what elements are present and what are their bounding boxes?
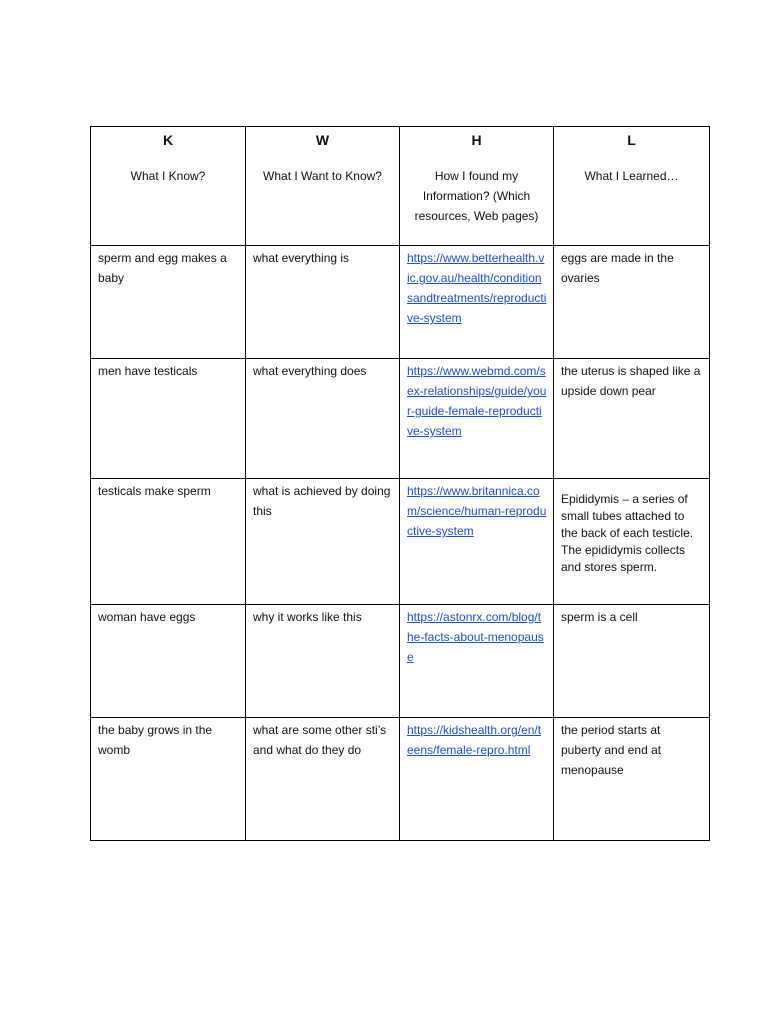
header-sub-h: How I found my Information? (Which resources, Web pages) (414, 169, 539, 223)
resource-link[interactable]: https://www.webmd.com/sex-relationships/guide/your-guide-female-reproductive-system (407, 364, 547, 438)
cell-learned (554, 718, 710, 841)
table-row (91, 718, 710, 841)
header-letter-w: W (315, 132, 330, 148)
want-text: what is achieved by doing this (253, 484, 391, 518)
cell-how (400, 359, 554, 479)
want-text: why it works like this (253, 610, 362, 624)
resource-link[interactable]: https://kidshealth.org/en/teens/female-repro.html (407, 723, 542, 757)
cell-how (400, 246, 554, 359)
want-text: what everything is (253, 251, 350, 265)
cell-want (246, 605, 400, 718)
cell-learned (554, 359, 710, 479)
cell-how (400, 479, 554, 605)
cell-learned (554, 479, 710, 605)
header-know (91, 127, 246, 246)
resource-link[interactable]: https://astonrx.com/blog/the-facts-about-menopause (407, 610, 544, 664)
cell-how (400, 605, 554, 718)
cell-want (246, 718, 400, 841)
cell-want (246, 479, 400, 605)
table-row (91, 605, 710, 718)
learned-text: Epididymis – a series of small tubes attached to the back of each testicle. The epididymis collects and stores sperm. (561, 492, 694, 574)
know-text: testicals make sperm (98, 484, 211, 498)
cell-know (91, 359, 246, 479)
header-letter-k: K (162, 132, 174, 148)
table-row (91, 246, 710, 359)
table-row (91, 479, 710, 605)
want-text: what are some other sti’s and what do they do (253, 723, 387, 757)
header-sub-w: What I Want to Know? (263, 169, 382, 183)
header-learned (554, 127, 710, 246)
know-text: woman have eggs (98, 610, 196, 624)
cell-know (91, 246, 246, 359)
header-sub-l: What I Learned… (584, 169, 679, 183)
table-row (91, 359, 710, 479)
header-sub-k: What I Know? (130, 169, 206, 183)
cell-learned (554, 605, 710, 718)
resource-link[interactable]: https://www.betterhealth.vic.gov.au/health/conditionsandtreatments/reproductive-system (407, 251, 547, 325)
header-letter-h: H (471, 132, 482, 148)
learned-text: the uterus is shaped like a upside down pear (561, 364, 701, 398)
want-text: what everything does (253, 364, 367, 378)
know-text: sperm and egg makes a baby (98, 251, 227, 285)
learned-text: eggs are made in the ovaries (561, 251, 674, 285)
header-row (91, 127, 710, 246)
know-text: men have testicals (98, 364, 198, 378)
cell-know (91, 605, 246, 718)
header-how (400, 127, 554, 246)
cell-know (91, 479, 246, 605)
kwhl-chart-table (90, 126, 710, 841)
cell-learned (554, 246, 710, 359)
cell-want (246, 359, 400, 479)
resource-link[interactable]: https://www.britannica.com/science/human-reproductive-system (407, 484, 547, 538)
cell-how (400, 718, 554, 841)
header-want (246, 127, 400, 246)
know-text: the baby grows in the womb (98, 723, 213, 757)
cell-want (246, 246, 400, 359)
learned-text: the period starts at puberty and end at menopause (561, 723, 662, 777)
header-letter-l: L (627, 132, 636, 148)
cell-know (91, 718, 246, 841)
learned-text: sperm is a cell (561, 610, 638, 624)
